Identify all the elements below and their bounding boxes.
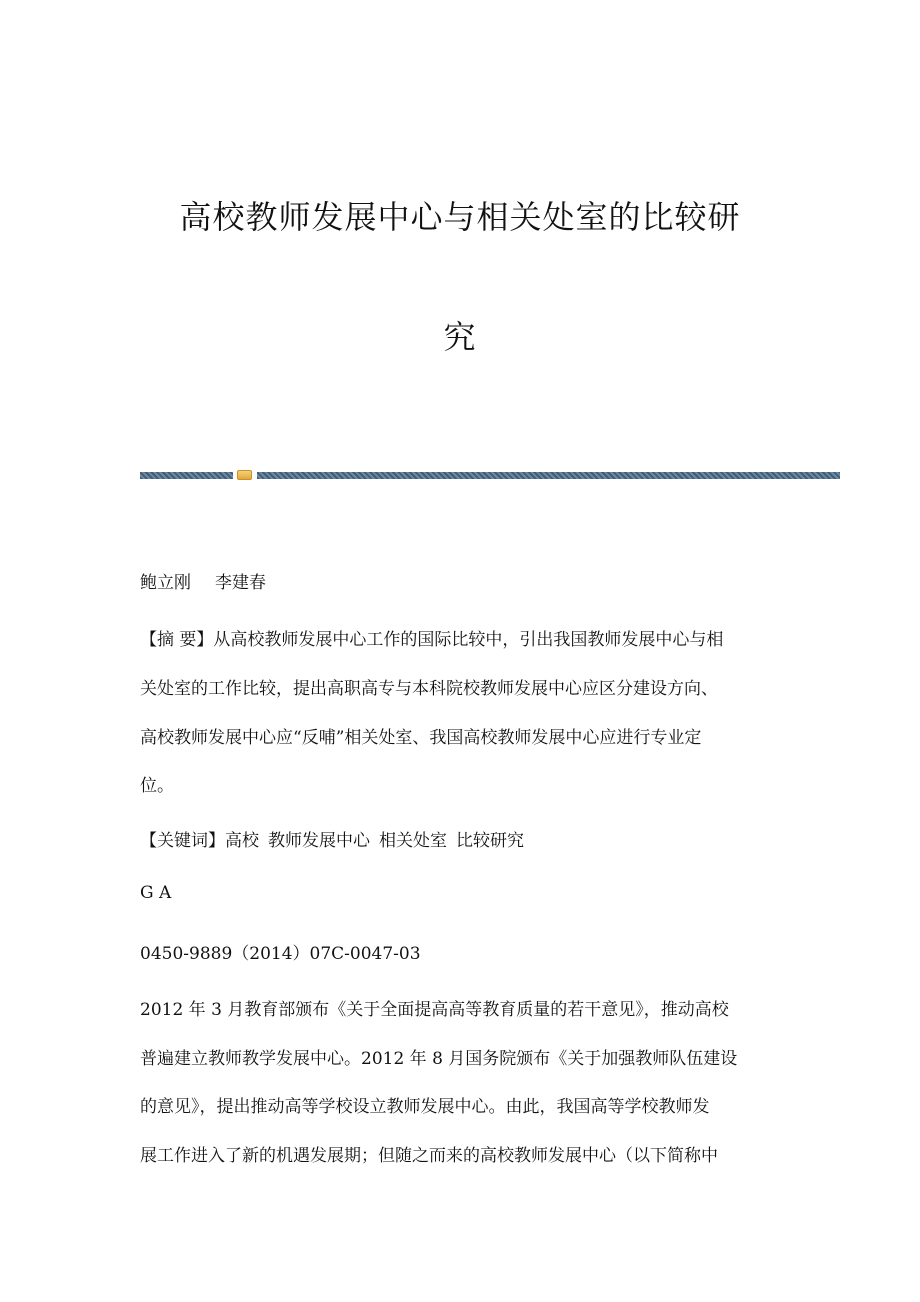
keywords [140,826,533,851]
article-id: 0450-9889（2014）07C-0047-03 [140,944,421,964]
page-title-line-2: 究 [443,318,477,356]
divider-bar-left [140,472,233,479]
author-name: 李建春 [215,573,266,593]
body-line: 2012 年 3 月教育部颁布《关于全面提高高等教育质量的若干意见》，推动高校 [140,1000,729,1020]
classification-code: G A [140,883,172,903]
body-line: 普遍建立教师教学发展中心。2012 年 8 月国务院颁布《关于加强教师队伍建设 [140,1049,738,1069]
abstract-line: 【摘 要】从高校教师发展中心工作的国际比较中，引出我国教师发展中心与相 [140,630,724,650]
keyword: 教师发展中心 [268,831,370,851]
abstract-line: 位。 [140,776,174,796]
keyword: 比较研究 [456,831,524,851]
keyword: 相关处室 [379,831,447,851]
divider-bar-right [257,472,840,479]
title-divider [140,469,840,481]
authors [140,568,266,593]
keywords-label: 【关键词】 [140,831,225,851]
divider-ornament-icon [237,470,252,480]
author-name: 鲍立刚 [140,573,191,593]
keyword: 高校 [225,831,259,851]
abstract-line: 关处室的工作比较，提出高职高专与本科院校教师发展中心应区分建设方向、 [140,679,718,699]
abstract-line: 高校教师发展中心应“反哺”相关处室、我国高校教师发展中心应进行专业定 [140,728,702,748]
page-title-line-1: 高校教师发展中心与相关处室的比较研 [179,198,741,236]
body-line: 展工作进入了新的机遇发展期；但随之而来的高校教师发展中心（以下简称中 [140,1146,718,1166]
body-line: 的意见》，提出推动高等学校设立教师发展中心。由此，我国高等学校教师发 [140,1097,710,1117]
